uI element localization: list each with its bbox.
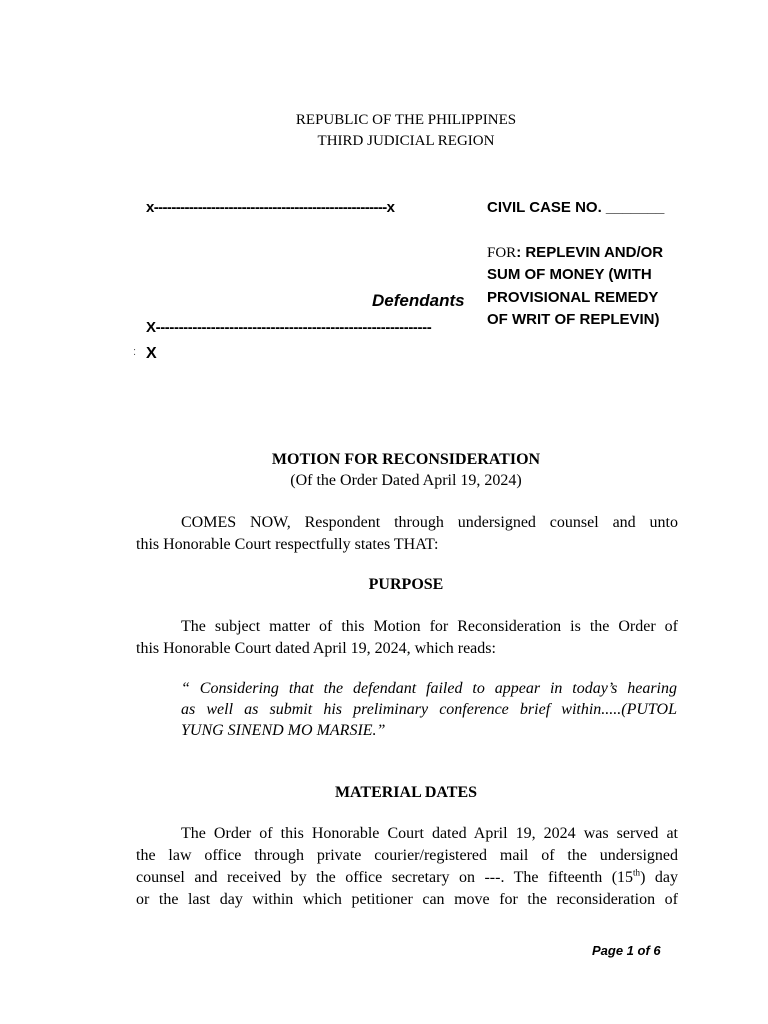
material-line-3-text: counsel and received by the office secretary on ---. The fifteenth (15 [136,869,634,886]
court-header-line-2: THIRD JUDICIAL REGION [317,133,495,149]
material-line-4: or the last day within which petitioner can move for the reconsideration of [136,891,678,908]
court-header-line-1: REPUBLIC OF THE PHILIPPINES [295,112,517,128]
quote-line-1: “ Considering that the defendant failed to appear in today’s hearing [181,680,677,697]
purpose-line-1: The subject matter of this Motion for Reconsideration is the Order of [181,618,678,635]
material-line-2: the law office through private courier/registered mail of the undersigned [136,847,678,864]
quote-line-2: as well as submit his preliminary conference brief within.....(PUTOL [181,701,677,718]
ordinal-suffix: th [633,867,641,878]
stray-mark: : [133,346,137,358]
purpose-heading: PURPOSE [368,576,444,593]
motion-title: MOTION FOR RECONSIDERATION [271,451,541,468]
civil-case-number: CIVIL CASE NO. _______ [487,199,665,216]
caption-trailing-x: X [146,345,157,362]
for-prefix: FOR [487,245,517,261]
caption-bottom-rule: X------------------------------------------------------------ [146,319,432,336]
material-dates-paragraph [136,823,678,911]
material-line-3-tail: ) day [640,869,678,886]
case-nature-text-1: : REPLEVIN AND/OR [516,244,664,261]
case-nature-line-4: OF WRIT OF REPLEVIN) [487,311,660,328]
defendants-label: Defendants [372,291,465,310]
quoted-order [181,678,677,741]
quote-line-3: YUNG SINEND MO MARSIE.” [181,722,386,739]
caption-top-rule: x-----------------------------------------------------x [146,199,395,216]
intro-line-2: this Honorable Court respectfully states THAT: [136,536,439,553]
material-line-1: The Order of this Honorable Court dated April 19, 2024 was served at [181,825,678,842]
case-nature-line-2: SUM OF MONEY (WITH [487,266,652,283]
purpose-line-2: this Honorable Court dated April 19, 2024, which reads: [136,640,496,657]
page-number: Page 1 of 6 [592,943,661,958]
intro-line-1: COMES NOW, Respondent through undersigned counsel and unto [181,514,678,531]
case-nature-line-1 [487,244,663,262]
intro-paragraph [136,512,678,556]
material-dates-heading: MATERIAL DATES [334,784,478,801]
purpose-paragraph [136,616,678,660]
motion-subtitle: (Of the Order Dated April 19, 2024) [290,472,522,489]
case-nature-line-3: PROVISIONAL REMEDY [487,289,659,306]
material-line-3 [136,867,678,889]
